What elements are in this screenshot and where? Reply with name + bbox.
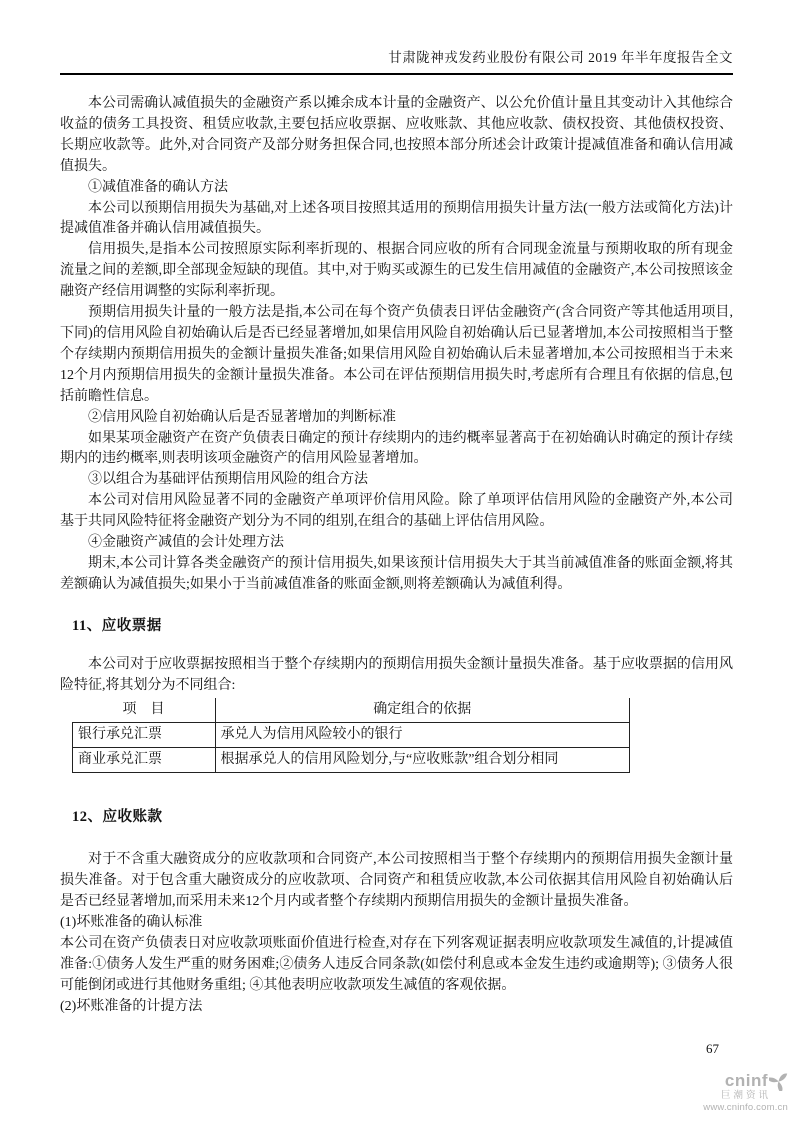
subsection-1-heading: (1)坏账准备的确认标准 <box>60 915 203 931</box>
paragraph: 预期信用损失计量的一般方法是指,本公司在每个资产负债表日评估金融资产(含合同资产等其他适用项目,下同)的信用风险自初始确认后是否已经显著增加,如果信用风险自初始确认后已显著增加,本公司按照相当于整个存续期内预期信用损失的金额计量损失准备;如果信用风险自初始确认后未显著增加,本公司按照相当于未来12个月内预期信用损失的金额计量损失准备。本公司在评估预期信用损失时,考虑所有合理且有依据的信息,包括前瞻性信息。 <box>60 305 733 404</box>
table-header-item: 项 目 <box>73 698 216 723</box>
paragraph: 本公司在资产负债表日对应收款项账面价值进行检查,对存在下列客观证据表明应收款项发生减值的,计提减值准备:①债务人发生严重的财务困难;②债务人违反合同条款(如偿付利息或本金发生违约或逾期等); ③债务人很可能倒闭或进行其他财务重组; ④其他表明应收款项发生减值的客观依据。 <box>60 936 733 993</box>
paragraph: 对于不含重大融资成分的应收款项和合同资产,本公司按照相当于整个存续期内的预期信用损失金额计量损失准备。对于包含重大融资成分的应收款项、合同资产和租赁应收款,本公司依据其信用风险自初始确认后是否已经显著增加,而采用未来12个月内或者整个存续期内预期信用损失的金额计量损失准备。 <box>60 852 733 910</box>
paragraph: 期末,本公司计算各类金融资产的预计信用损失,如果该预计信用损失大于其当前减值准备的账面金额,将其差额确认为减值损失;如果小于当前减值准备的账面金额,则将差额确认为减值利得。 <box>60 555 733 592</box>
cninfo-url: www.cninfo.com.cn <box>703 1102 788 1114</box>
cninfo-brand-text: cninf <box>724 1071 768 1091</box>
table-cell-basis: 根据承兑人的信用风险划分,与“应收账款”组合划分相同 <box>215 748 630 773</box>
cninfo-chinese-name: 巨潮资讯 <box>720 1090 771 1101</box>
list-item-1-heading: ①减值准备的确认方法 <box>88 179 228 195</box>
cninfo-logo-row <box>692 1072 788 1091</box>
list-item-3-heading: ③以组合为基础评估预期信用风险的组合方法 <box>88 472 368 488</box>
paragraph: 如果某项金融资产在资产负债表日确定的预计存续期内的违约概率显著高于在初始确认时确定的预计存续期内的违约概率,则表明该项金融资产的信用风险显著增加。 <box>60 430 733 467</box>
table-row <box>73 723 630 748</box>
table-cell-item: 商业承兑汇票 <box>73 748 216 773</box>
report-header-title: 甘肃陇神戎发药业股份有限公司 2019 年半年度报告全文 <box>388 50 733 65</box>
section-11-heading: 11、应收票据 <box>72 617 162 634</box>
paragraph: 本公司需确认减值损失的金融资产系以摊余成本计量的金融资产、以公允价值计量且其变动计入其他综合收益的债务工具投资、租赁应收款,主要包括应收票据、应收账款、其他应收款、债权投资、其他债权投资、长期应收款等。此外,对合同资产及部分财务担保合同,也按照本部分所述会计政策计提减值准备和确认信用减值损失。 <box>60 96 733 174</box>
table-header-row <box>73 698 630 723</box>
page-header <box>60 46 733 75</box>
paragraph: 本公司以预期信用损失为基础,对上述各项目按照其适用的预期信用损失计量方法(一般方法或简化方法)计提减值准备并确认信用减值损失。 <box>60 200 733 237</box>
cninfo-logo <box>692 1072 788 1114</box>
table-cell-item: 银行承兑汇票 <box>73 723 216 748</box>
list-item-2-heading: ②信用风险自初始确认后是否显著增加的判断标准 <box>88 409 396 425</box>
table-header-basis: 确定组合的依据 <box>215 698 630 723</box>
list-item-4-heading: ④金融资产减值的会计处理方法 <box>88 535 284 551</box>
notes-receivable-portfolio-table <box>72 698 630 773</box>
paragraph: 本公司对信用风险显著不同的金融资产单项评价信用风险。除了单项评估信用风险的金融资产外,本公司基于共同风险特征将金融资产划分为不同的组别,在组合的基础上评估信用风险。 <box>60 493 733 530</box>
table-cell-basis: 承兑人为信用风险较小的银行 <box>215 723 630 748</box>
page-number: 67 <box>706 1041 719 1056</box>
subsection-2-heading: (2)坏账准备的计提方法 <box>60 998 203 1014</box>
table-row <box>73 748 630 773</box>
cninfo-swirl-icon <box>769 1072 788 1091</box>
section-12-heading: 12、应收账款 <box>72 809 163 826</box>
paragraph: 信用损失,是指本公司按照原实际利率折现的、根据合同应收的所有合同现金流量与预期收取的所有现金流量之间的差额,即全部现金短缺的现值。其中,对于购买或源生的已发生信用减值的金融资产,本公司按照该金融资产经信用调整的实际利率折现。 <box>60 242 733 300</box>
paragraph: 本公司对于应收票据按照相当于整个存续期内的预期信用损失金额计量损失准备。基于应收票据的信用风险特征,将其划分为不同组合: <box>60 656 733 693</box>
page-content <box>60 94 733 1018</box>
